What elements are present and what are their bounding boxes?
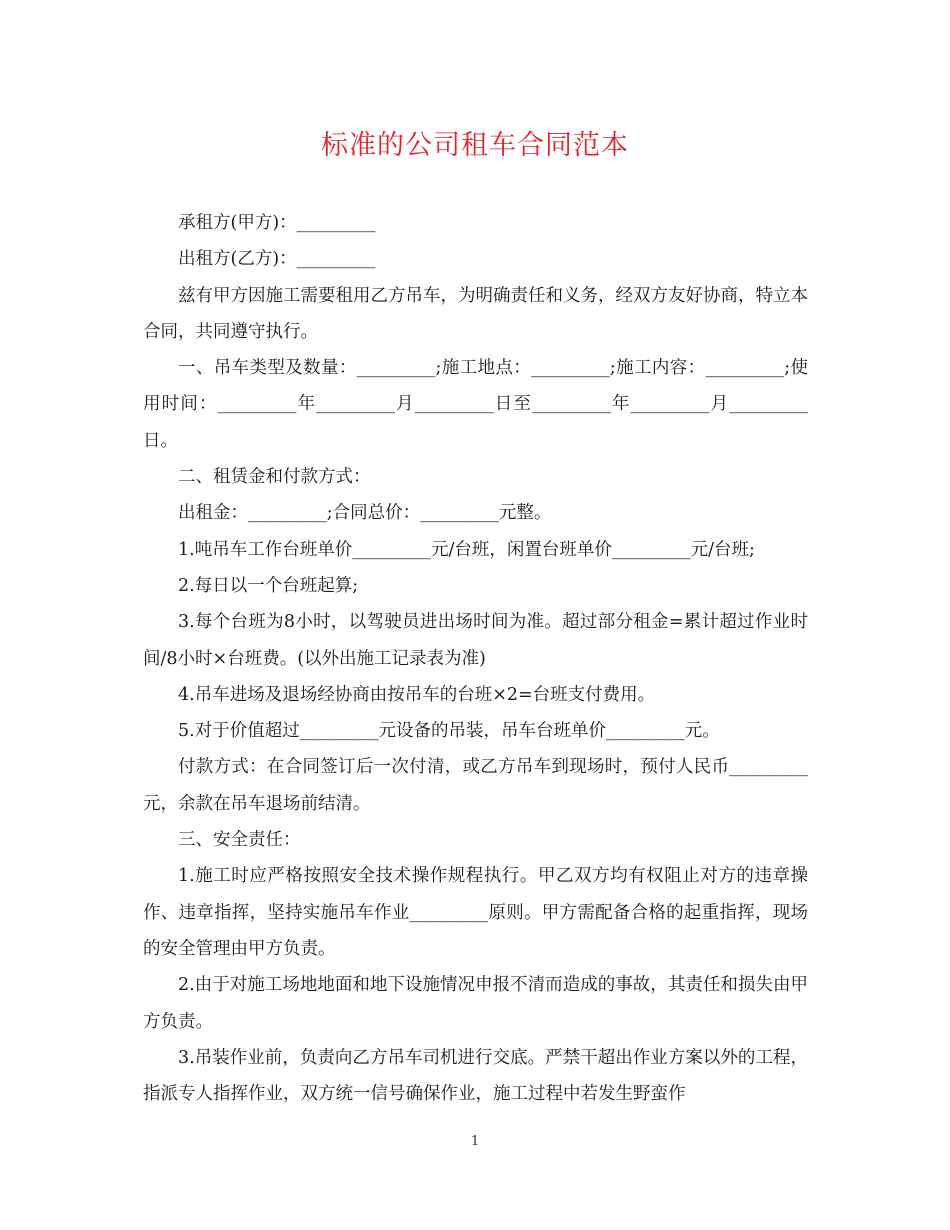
paragraph-item-2-5: 5.对于价值超过_________元设备的吊装，吊车台班单价_________元。 <box>178 721 720 742</box>
paragraph-rent: 出租金：_________;合同总价：_________元整。 <box>178 503 552 524</box>
page-number: 1 <box>470 1134 480 1149</box>
paragraph-item-2-2: 2.每日以一个台班起算; <box>178 575 359 596</box>
paragraph-item-3-3: 3.吊装作业前，负责向乙方吊车司机进行交底。严禁干超出作业方案以外的工程，指派专人指挥作业，双方统一信号确保作业，施工过程中若发生野蛮作 <box>143 1047 808 1105</box>
paragraph-section-1: 一、吊车类型及数量：_________;施工地点：_________;施工内容：_________;使用时间：_________年_________月_________日至_________年_________月_________日。 <box>143 358 808 451</box>
paragraph-section-2-heading: 二、租赁金和付款方式： <box>178 467 371 488</box>
paragraph-item-2-4: 4.吊车进场及退场经协商由按吊车的台班×2=台班支付费用。 <box>178 684 656 705</box>
paragraph-item-3-1: 1.施工时应严格按照安全技术操作规程执行。甲乙双方均有权阻止对方的违章操作、违章指挥，坚持实施吊车作业_________原则。甲方需配备合格的起重指挥，现场的安全管理由甲方负责。 <box>143 866 808 959</box>
paragraph-lessor: 出租方(乙方)：_________ <box>178 249 376 270</box>
paragraph-payment: 付款方式：在合同签订后一次付清，或乙方吊车到现场时，预付人民币_________元，余款在吊车退场前结清。 <box>143 757 808 814</box>
document-title: 标准的公司租车合同范本 <box>321 130 629 161</box>
paragraph-section-3-heading: 三、安全责任： <box>178 830 301 851</box>
document-body <box>143 205 808 1112</box>
paragraph-lessee: 承租方(甲方)：_________ <box>178 213 376 233</box>
paragraph-preamble: 兹有甲方因施工需要租用乙方吊车，为明确责任和义务，经双方友好协商，特立本合同，共同遵守执行。 <box>143 285 808 342</box>
paragraph-item-2-3: 3.每个台班为8小时，以驾驶员进出场时间为准。超过部分租金=累计超过作业时间/8小时×台班费。(以外出施工记录表为准) <box>143 612 808 669</box>
paragraph-item-2-1: 1.吨吊车工作台班单价_________元/台班，闲置台班单价_________元/台班; <box>178 539 755 560</box>
paragraph-item-3-2: 2.由于对施工场地地面和地下设施情况申报不清而造成的事故，其责任和损失由甲方负责。 <box>143 975 808 1032</box>
